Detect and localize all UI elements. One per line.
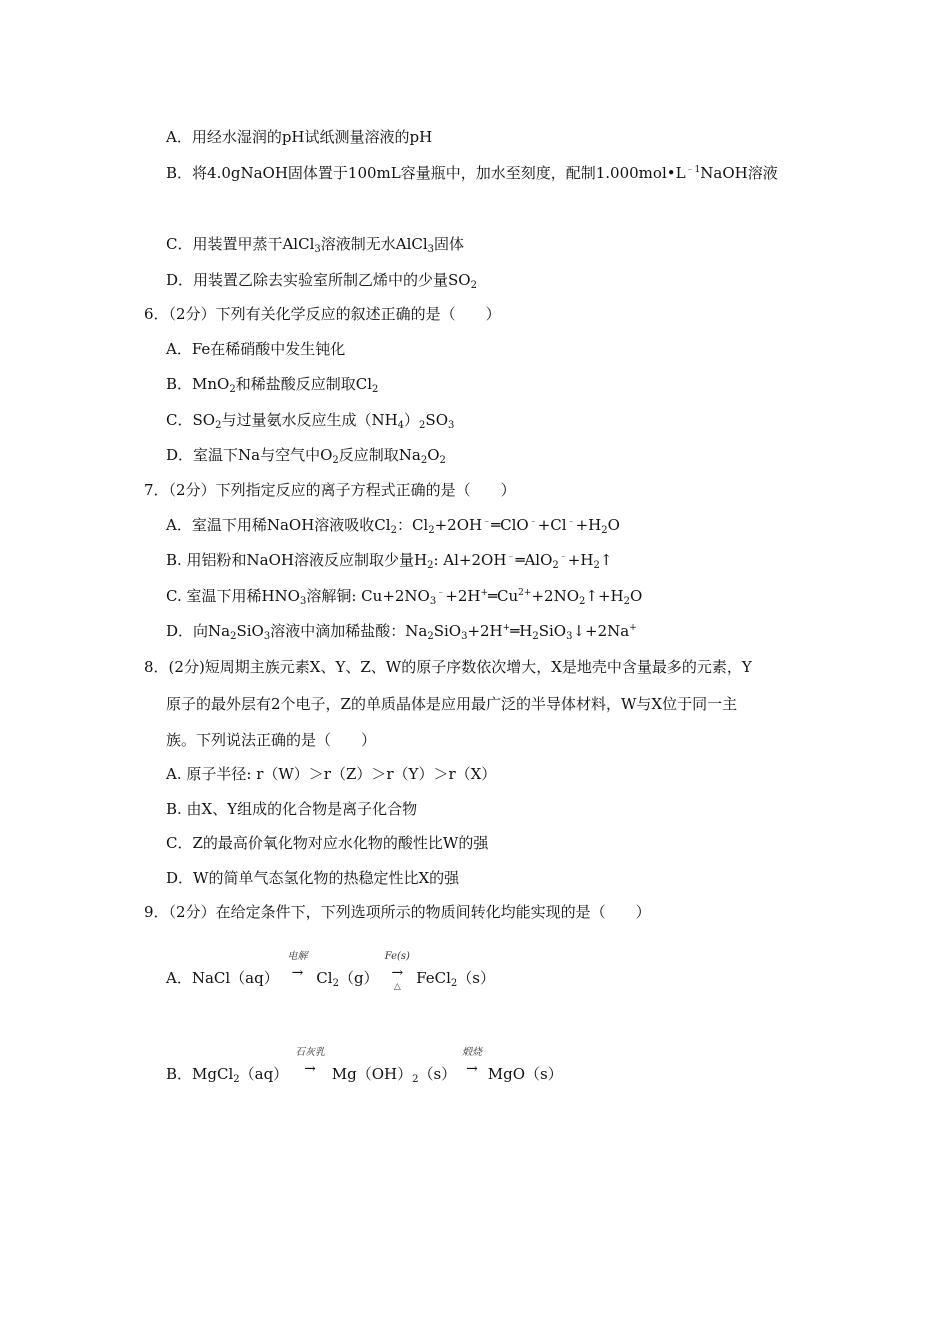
q8-stem-line1: 8．(2分)短周期主族元素X、Y、Z、W的原子序数依次增大，X是地壳中含量最多的元素，Y [144,658,752,676]
reaction-arrow-1: 电解 → [287,951,308,981]
q5-option-a: A．用经水湿润的pH试纸测量溶液的pH [166,128,433,146]
q6-option-a: A．Fe在稀硝酸中发生钝化 [166,340,346,358]
reaction-arrow-3: 石灰乳 → [294,1047,325,1077]
q8-stem-line2: 原子的最外层有2个电子，Z的单质晶体是应用最广泛的半导体材料，W与X位于同一主 [166,695,738,713]
q6-option-d: D．室温下Na与空气中$O_2$反应制取$Na_2O_2$ [166,446,446,466]
q5-option-d: D．用装置乙除去实验室所制乙烯中的少量$SO_2$ [166,271,477,291]
q7-option-b: B. 用铝粉和NaOH溶液反应制取少量$H_2$: $Al+2OH^﹣═AlO_2^﹣+H_2↑$ [166,551,613,571]
q7-option-d: D．向$Na_2SiO_3$溶液中滴加稀盐酸：$Na_2SiO_3+2H^+═H_2SiO_3↓+2Na^+$ [166,622,637,642]
q8-option-b: B. 由X、Y组成的化合物是离子化合物 [166,800,418,818]
q6-stem: 6．（2分）下列有关化学反应的叙述正确的是（ ） [144,305,501,323]
q9-option-a: A．NaCl（aq） 电解 → $Cl_2(g)$ Fe(s) → △ FeCl$_2$（s） [166,951,495,992]
q9-stem: 9．（2分）在给定条件下，下列选项所示的物质间转化均能实现的是（ ） [144,903,651,921]
q8-option-c: C．Z的最高价氧化物对应水化物的酸性比W的强 [166,834,489,852]
q8-stem-line3: 族。下列说法正确的是（ ） [166,731,377,749]
q7-option-c: C. 室温下用稀$HNO_3$溶解铜: $Cu+2NO_3^﹣+2H^+═Cu^{2+}+2NO_2↑+H_2O$ [166,587,643,607]
q9-option-b: B．MgCl$_2$（aq） 石灰乳 → $Mg(OH)_2(s)$ 煅烧 → MgO（s） [166,1047,563,1085]
q5-option-b: B．将4.0gNaOH固体置于100mL容量瓶中，加水至刻度，配制$1.000mol•L^{﹣1}NaOH$溶液 [166,164,778,182]
q6-option-b: B．MnO$_2$和稀盐酸反应制取$Cl_2$ [166,375,379,395]
reaction-arrow-4: 煅烧 → [461,1047,482,1077]
q8-option-a: A. 原子半径: r（W）＞r（Z）＞r（Y）＞r（X） [166,765,497,783]
q6-option-c: C．$SO_2$与过量氨水反应生成$(NH_4)_2SO_3$ [166,411,455,431]
q5-option-c: C．用装置甲蒸干AlCl$_3$溶液制无水AlCl$_3$固体 [166,235,465,255]
reaction-arrow-2: Fe(s) → △ [384,951,410,992]
q8-option-d: D．W的简单气态氢化物的热稳定性比X的强 [166,869,460,887]
q7-stem: 7．（2分）下列指定反应的离子方程式正确的是（ ） [144,481,516,499]
q7-option-a: A．室温下用稀NaOH溶液吸收$Cl_2$：$Cl_2+2OH^﹣═ClO^﹣+Cl^﹣+H_2O$ [166,516,620,536]
